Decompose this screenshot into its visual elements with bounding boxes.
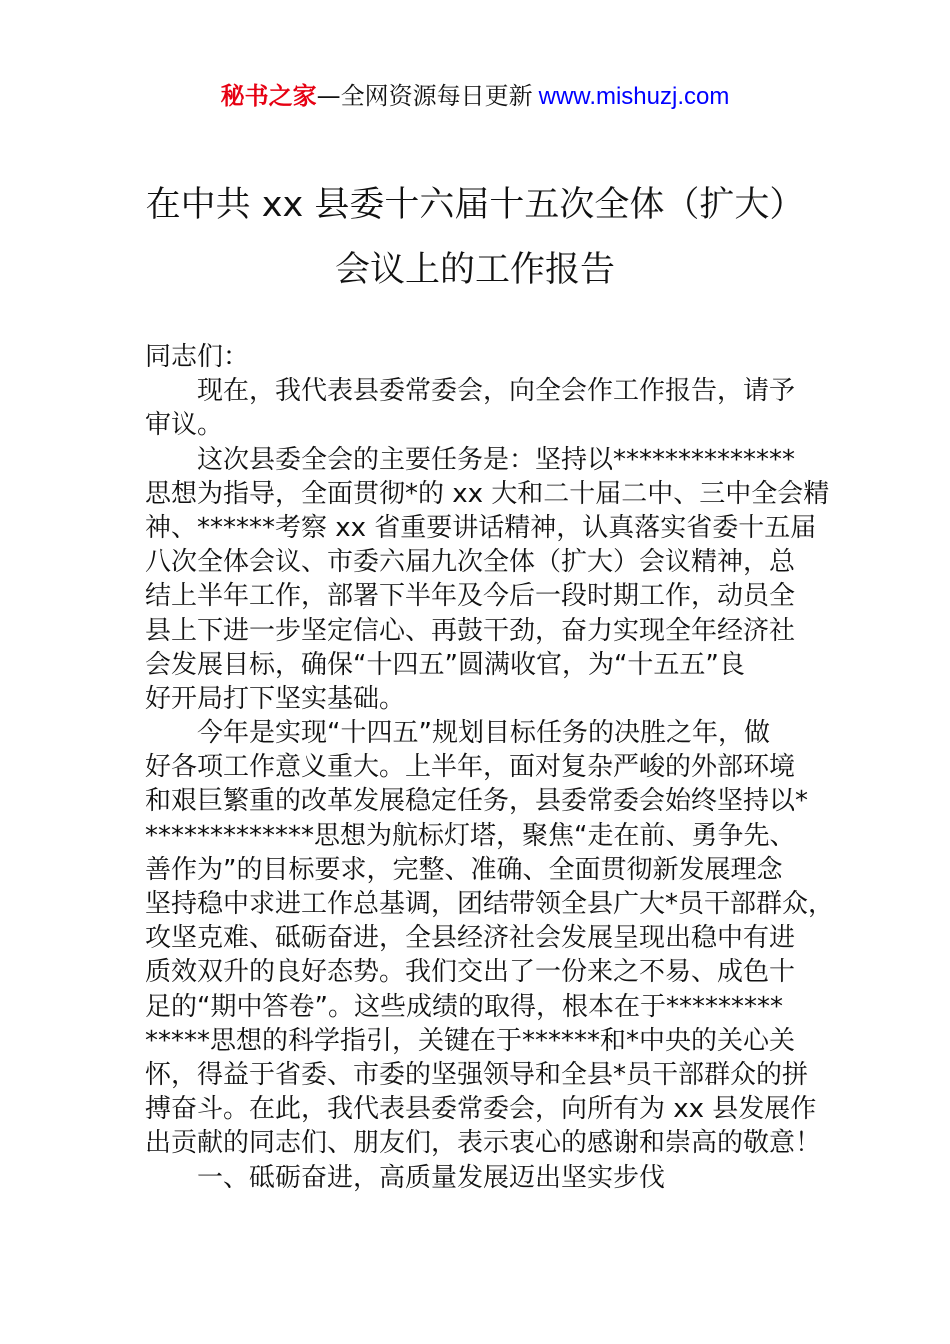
body-line: 足的“期中答卷”。这些成绩的取得，根本在于********* <box>145 991 783 1022</box>
body-line: 审议。 <box>145 410 224 441</box>
body-line: 攻坚克难、砥砺奋进，全县经济社会发展呈现出稳中有进 <box>145 923 796 954</box>
header-dash: — <box>316 82 341 110</box>
body-line: *************思想为航标灯塔，聚焦“走在前、勇争先、 <box>145 820 796 851</box>
site-url-link[interactable]: www.mishuzj.com <box>538 83 730 110</box>
salutation: 同志们： <box>145 342 250 372</box>
body-line: 搏奋斗。在此，我代表县委常委会，向所有为 xx 县发展作 <box>145 1094 817 1125</box>
body-line: 出贡献的同志们、朋友们，表示衷心的感谢和崇高的敬意！ <box>145 1128 822 1159</box>
body-line: 好各项工作意义重大。上半年，面对复杂严峻的外部环境 <box>145 752 796 783</box>
section-heading: 一、砥砺奋进，高质量发展迈出坚实步伐 <box>197 1162 666 1193</box>
body-line: 好开局打下坚实基础。 <box>145 683 406 714</box>
document-body <box>145 340 835 1195</box>
brand-name: 秘书之家 <box>220 82 317 110</box>
body-line: 八次全体会议、市委六届九次全体（扩大）会议精神，总 <box>145 547 796 578</box>
body-line: 结上半年工作，部署下半年及今后一段时期工作，动员全 <box>145 581 796 612</box>
body-line: 思想为指导，全面贯彻*的 xx 大和二十届二中、三中全会精 <box>145 478 830 509</box>
body-line: 县上下进一步坚定信心、再鼓干劲，奋力实现全年经济社 <box>145 615 796 646</box>
body-line: 质效双升的良好态势。我们交出了一份来之不易、成色十 <box>145 957 796 988</box>
body-line: 坚持稳中求进工作总基调，团结带领全县广大*员干部群众， <box>145 889 835 919</box>
header-slogan: 全网资源每日更新 <box>340 82 533 110</box>
body-line: 这次县委全会的主要任务是：坚持以************** <box>197 444 796 475</box>
body-line: 善作为”的目标要求，完整、准确、全面贯彻新发展理念 <box>145 854 783 885</box>
body-line: 和艰巨繁重的改革发展稳定任务，县委常委会始终坚持以* <box>145 786 809 817</box>
document-title-line-2: 会议上的工作报告 <box>334 250 615 290</box>
body-line: 怀，得益于省委、市委的坚强领导和全县*员干部群众的拼 <box>145 1059 809 1090</box>
body-line: 现在，我代表县委常委会，向全会作工作报告，请予 <box>197 376 796 407</box>
body-line: 神、******考察 xx 省重要讲话精神，认真落实省委十五届 <box>145 512 817 543</box>
body-line: 今年是实现“十四五”规划目标任务的决胜之年，做 <box>197 718 770 749</box>
document-title-line-1: 在中共 xx 县委十六届十五次全体（扩大） <box>145 185 805 225</box>
body-line: *****思想的科学指引，关键在于******和*中央的关心关 <box>145 1025 796 1056</box>
body-line: 会发展目标，确保“十四五”圆满收官，为“十五五”良 <box>145 649 745 680</box>
site-header <box>0 78 950 115</box>
